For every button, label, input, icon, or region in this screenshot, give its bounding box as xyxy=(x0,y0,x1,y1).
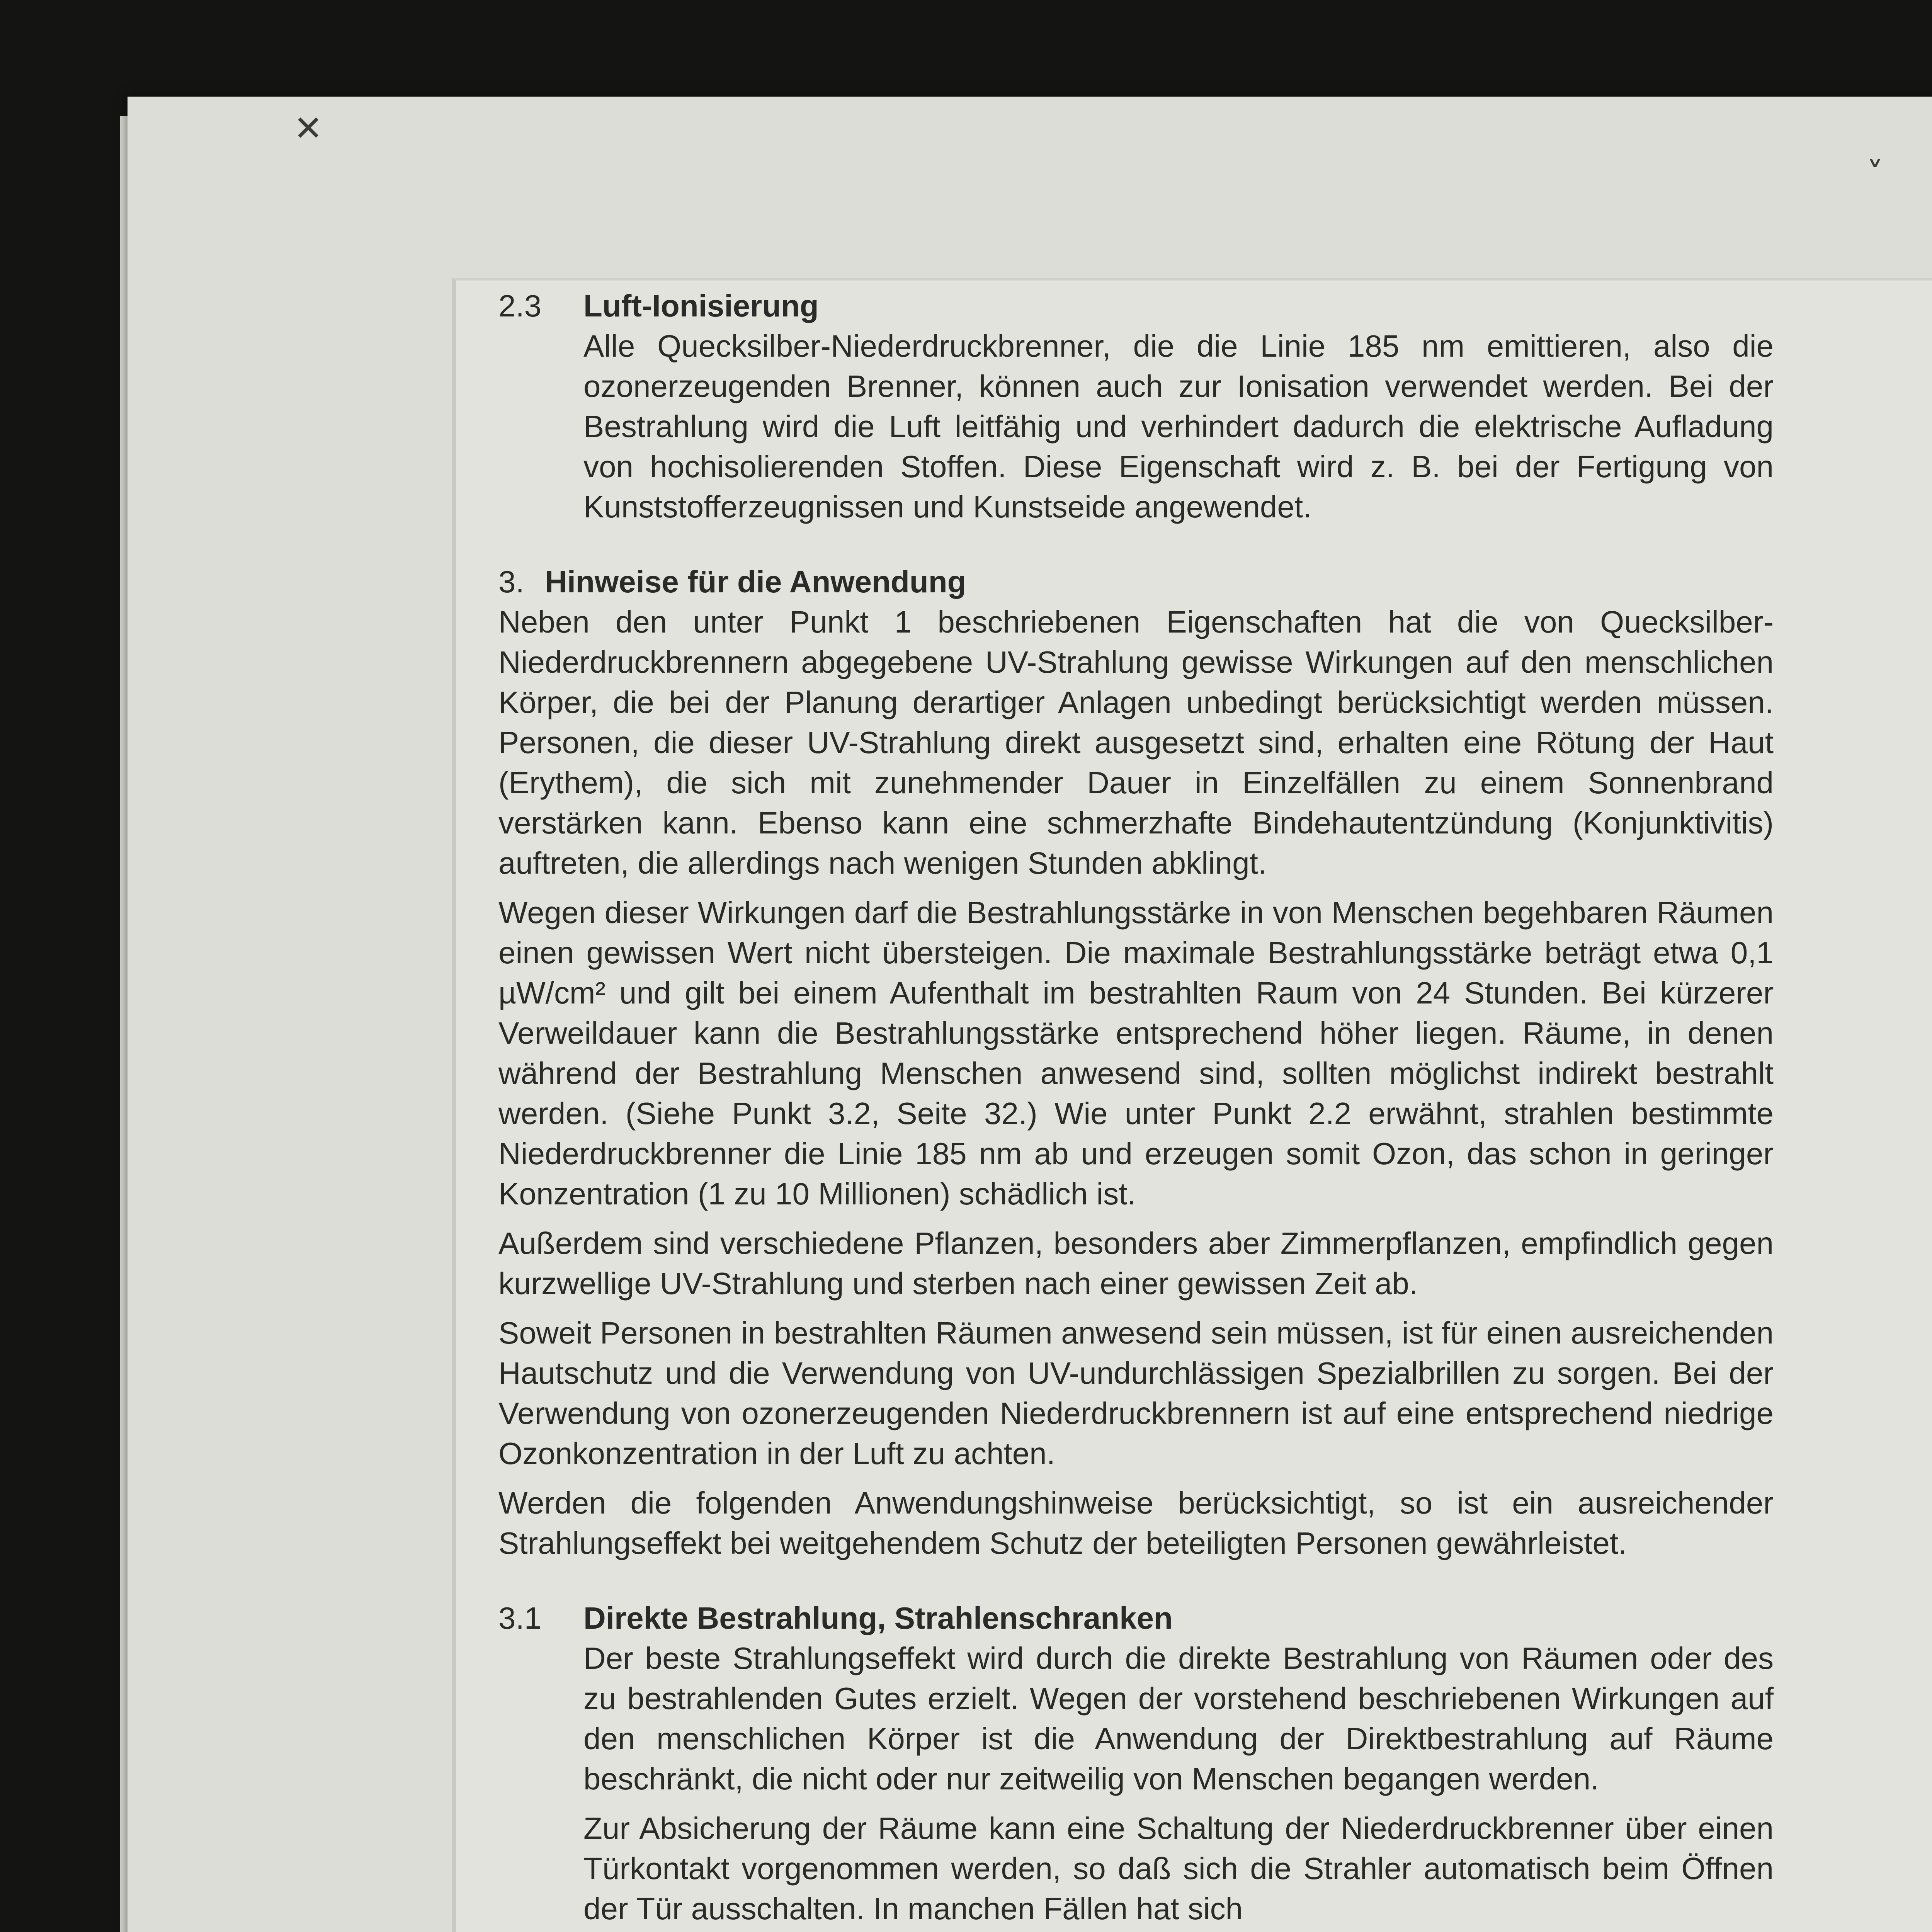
section-heading xyxy=(498,562,1774,602)
paragraph: Soweit Personen in bestrahlten Räumen anwesend sein müssen, ist für einen ausreichenden Hautschutz und die Verwendung von UV-undurchlässigen Spezialbrillen zu sorgen. Bei der Verwendung von ozonerzeugenden Niederdruckbrennern ist auf eine entsprechend niedrige Ozonkonzentration in der Luft zu achten. xyxy=(498,1316,1774,1471)
paragraph: Wegen dieser Wirkungen darf die Bestrahlungsstärke in von Menschen begehbaren Räumen einen gewissen Wert nicht übersteigen. Die maximale Bestrahlungsstärke beträgt etwa 0,1 µW/cm² und gilt bei einem Aufenthalt im bestrahlten Raum von 24 Stunden. Bei kürzerer Verweildauer kann die Bestrahlungsstärke entsprechend höher liegen. Räume, in denen während der Bestrahlung Menschen anwesend sind, sollten möglichst indirekt bestrahlt werden. (Siehe Punkt 3.2, Seite 32.) Wie unter Punkt 2.2 erwähnt, strahlen bestimmte Niederdruckbrenner die Linie 185 nm ab und erzeugen somit Ozon, das schon in geringer Konzentration (1 zu 10 Millionen) schädlich ist. xyxy=(498,895,1774,1211)
section-heading xyxy=(498,1598,1774,1638)
paragraph: Außerdem sind verschiedene Pflanzen, besonders aber Zimmerpflanzen, empfindlich gegen kurzwellige UV-Strahlung und sterben nach einer gewissen Zeit ab. xyxy=(498,1226,1774,1301)
document-text-column xyxy=(498,286,1774,1929)
section-title: Direkte Bestrahlung, Strahlenschranken xyxy=(583,1601,1173,1635)
section-number: 3.1 xyxy=(498,1601,542,1635)
section-title: Hinweise für die Anwendung xyxy=(545,565,966,599)
section-number: 3. xyxy=(498,565,524,599)
section-title: Luft-Ionisierung xyxy=(583,289,819,323)
paragraph: Neben den unter Punkt 1 beschriebenen Eigenschaften hat die von Quecksilber-Niederdruckbrennern abgegebene UV-Strahlung gewisse Wirkungen auf den menschlichen Körper, die bei der Planung derartiger Anlagen unbedingt berücksichtigt werden müssen. Personen, die dieser UV-Strahlung direkt ausgesetzt sind, erhalten eine Rötung der Haut (Erythem), die sich mit zunehmender Dauer in Einzelfällen zu einem Sonnenbrand verstärken kann. Ebenso kann eine schmerzhafte Bindehautentzündung (Konjunktivitis) auftreten, die allerdings nach wenigen Stunden abklingt. xyxy=(498,605,1774,880)
section-heading xyxy=(498,286,1774,326)
paragraph: Alle Quecksilber-Niederdruckbrenner, die die Linie 185 nm emittieren, also die ozonerzeugenden Brenner, können auch zur Ionisation verwendet werden. Bei der Bestrahlung wird die Luft leitfähig und verhindert dadurch die elektrische Aufladung von hochisolierenden Stoffen. Diese Eigenschaft wird z. B. bei der Fertigung von Kunststofferzeugnissen und Kunstseide angewendet. xyxy=(583,329,1774,524)
section-number: 2.3 xyxy=(498,289,542,323)
registration-mark-icon: ✕ xyxy=(294,108,323,149)
paragraph: Werden die folgenden Anwendungshinweise berücksichtigt, so ist ein ausreichender Strahlungseffekt bei weitgehendem Schutz der beteiligten Personen gewährleistet. xyxy=(498,1486,1774,1560)
registration-mark-icon: ˅ xyxy=(1866,155,1884,195)
paragraph: Zur Absicherung der Räume kann eine Schaltung der Niederdruckbrenner über einen Türkontakt vorgenommen werden, so daß sich die Strahler automatisch beim Öffnen der Tür ausschalten. In manchen Fällen hat sich xyxy=(583,1811,1774,1926)
paragraph: Der beste Strahlungseffekt wird durch die direkte Bestrahlung von Räumen oder des zu bestrahlenden Gutes erzielt. Wegen der vorstehend beschriebenen Wirkungen auf den menschlichen Körper ist die Anwendung der Direktbestrahlung auf Räume beschränkt, die nicht oder nur zeitweilig von Menschen begangen werden. xyxy=(583,1641,1774,1796)
